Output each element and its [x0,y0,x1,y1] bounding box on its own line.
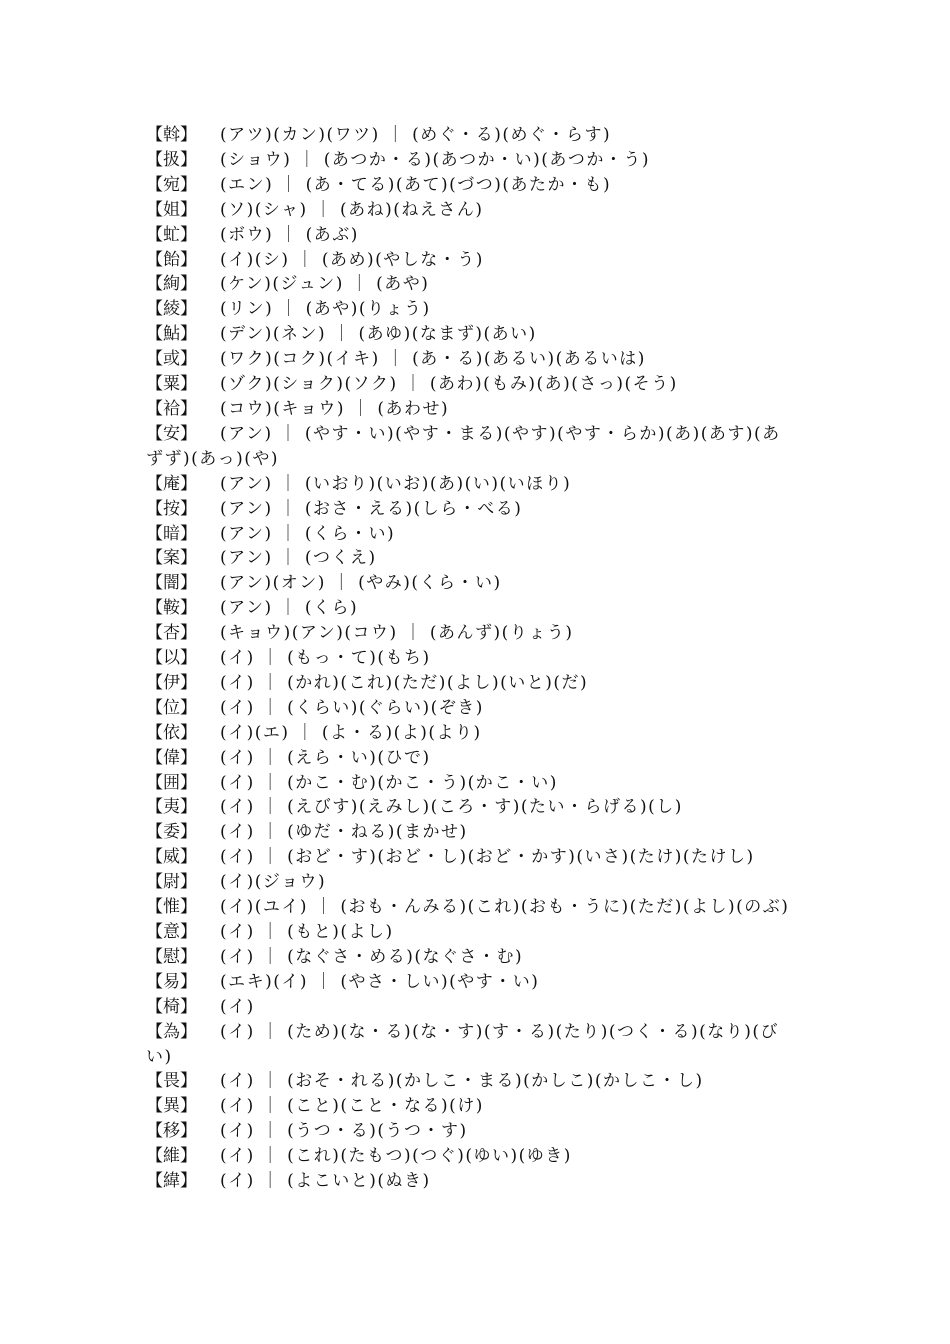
kanji-character: 【暗】 [146,523,197,544]
kanji-character: 【案】 [146,548,197,569]
kanji-character: 【或】 [146,349,197,370]
kanji-readings: (イ) ｜ (こと)(こと・なる)(け) [220,1096,484,1117]
kanji-entry [146,1094,796,1119]
kanji-readings: (アン) ｜ (いおり)(いお)(あ)(い)(いほり) [220,473,572,494]
kanji-entry [146,522,796,547]
kanji-character: 【依】 [146,722,197,743]
kanji-character: 【按】 [146,498,197,519]
kanji-character: 【飴】 [146,249,197,270]
kanji-entry [146,671,796,696]
kanji-character: 【宛】 [146,174,197,195]
kanji-readings: (イ) ｜ (くらい)(ぐらい)(ぞき) [220,697,484,718]
kanji-readings: (イ)(シ) ｜ (あめ)(やしな・う) [220,249,484,270]
kanji-entry [146,148,796,173]
kanji-character: 【伊】 [146,672,197,693]
kanji-character: 【斡】 [146,125,197,145]
kanji-readings: (イ) ｜ (ゆだ・ねる)(まかせ) [220,822,468,843]
kanji-readings: (イ) ｜ (ため)(な・る)(な・す)(す・る)(たり)(つく・る)(なり)(びい) [146,1021,780,1067]
kanji-readings: (ゾク)(ショク)(ソク) ｜ (あわ)(もみ)(あ)(さっ)(そう) [220,374,678,395]
kanji-entry [146,322,796,347]
kanji-character: 【姐】 [146,199,197,220]
kanji-character: 【惟】 [146,897,197,918]
kanji-entry [146,621,796,646]
kanji-character: 【畏】 [146,1071,197,1092]
kanji-readings: (ソ)(シャ) ｜ (あね)(ねえさん) [220,199,484,220]
kanji-character: 【庵】 [146,473,197,494]
kanji-character: 【綾】 [146,299,197,320]
kanji-character: 【位】 [146,697,197,718]
kanji-entry [146,696,796,721]
kanji-entry [146,771,796,796]
kanji-reading-list [146,123,796,1194]
kanji-readings: (リン) ｜ (あや)(りょう) [220,299,431,320]
kanji-readings: (イ)(エ) ｜ (よ・る)(よ)(より) [220,722,482,743]
kanji-readings: (ボウ) ｜ (あぶ) [220,224,359,245]
kanji-character: 【委】 [146,822,197,843]
kanji-character: 【意】 [146,922,197,942]
kanji-readings: (エキ)(イ) ｜ (やさ・しい)(やす・い) [220,971,540,992]
kanji-entry [146,870,796,895]
kanji-entry [146,1069,796,1094]
kanji-readings: (イ) [220,996,255,1017]
kanji-entry [146,397,796,422]
kanji-character: 【易】 [146,971,197,992]
kanji-character: 【慰】 [146,946,197,967]
kanji-character: 【夷】 [146,797,197,818]
kanji-entry [146,173,796,198]
kanji-entry [146,123,796,148]
kanji-readings: (アン) ｜ (おさ・える)(しら・べる) [220,498,523,519]
kanji-entry [146,372,796,397]
kanji-readings: (アツ)(カン)(ワツ) ｜ (めぐ・る)(めぐ・らす) [220,125,612,145]
kanji-readings: (イ) ｜ (かこ・む)(かこ・う)(かこ・い) [220,772,558,793]
kanji-entry [146,198,796,223]
kanji-entry [146,571,796,596]
kanji-entry [146,970,796,995]
kanji-readings: (イ)(ジョウ) [220,872,327,893]
kanji-character: 【粟】 [146,374,197,395]
kanji-readings: (イ) ｜ (えびす)(えみし)(ころ・す)(たい・らげる)(し) [220,797,683,818]
kanji-entry [146,472,796,497]
kanji-entry [146,1144,796,1169]
kanji-character: 【維】 [146,1146,197,1167]
kanji-entry [146,646,796,671]
kanji-entry [146,1119,796,1144]
kanji-character: 【緯】 [146,1171,197,1192]
kanji-readings: (アン)(オン) ｜ (やみ)(くら・い) [220,573,502,594]
kanji-character: 【杏】 [146,623,197,644]
kanji-entry [146,895,796,920]
kanji-character: 【絢】 [146,274,197,295]
kanji-entry [146,223,796,248]
kanji-readings: (エン) ｜ (あ・てる)(あて)(づつ)(あたか・も) [220,174,612,195]
kanji-entry [146,995,796,1020]
kanji-character: 【扱】 [146,149,197,170]
kanji-entry [146,795,796,820]
kanji-readings: (ショウ) ｜ (あつか・る)(あつか・い)(あつか・う) [220,149,651,170]
kanji-entry [146,347,796,372]
kanji-character: 【威】 [146,847,197,868]
kanji-readings: (イ) ｜ (もと)(よし) [220,922,394,942]
kanji-entry [146,945,796,970]
kanji-entry [146,248,796,273]
kanji-entry [146,297,796,322]
kanji-character: 【闇】 [146,573,197,594]
kanji-entry [146,422,796,472]
kanji-character: 【尉】 [146,872,197,893]
kanji-entry [146,546,796,571]
kanji-character: 【椅】 [146,996,197,1017]
kanji-readings: (イ) ｜ (これ)(たもつ)(つぐ)(ゆい)(ゆき) [220,1146,572,1167]
kanji-readings: (イ) ｜ (うつ・る)(うつ・す) [220,1121,468,1142]
kanji-character: 【鮎】 [146,324,197,345]
kanji-entry [146,920,796,945]
kanji-readings: (イ) ｜ (おど・す)(おど・し)(おど・かす)(いさ)(たけ)(たけし) [220,847,755,868]
kanji-entry [146,596,796,621]
kanji-readings: (アン) ｜ (くら) [220,598,359,619]
kanji-entry [146,721,796,746]
kanji-entry [146,1020,796,1070]
kanji-entry [146,272,796,297]
kanji-readings: (アン) ｜ (くら・い) [220,523,396,544]
kanji-entry [146,845,796,870]
kanji-readings: (イ) ｜ (なぐさ・める)(なぐさ・む) [220,946,524,967]
kanji-readings: (イ) ｜ (もっ・て)(もち) [220,648,431,669]
kanji-readings: (コウ)(キョウ) ｜ (あわせ) [220,398,450,419]
kanji-character: 【囲】 [146,772,197,793]
kanji-character: 【安】 [146,423,197,444]
kanji-readings: (イ) ｜ (よこいと)(ぬき) [220,1171,431,1192]
kanji-readings: (イ) ｜ (おそ・れる)(かしこ・まる)(かしこ)(かしこ・し) [220,1071,704,1092]
kanji-readings: (アン) ｜ (つくえ) [220,548,377,569]
kanji-entry [146,497,796,522]
kanji-entry [146,820,796,845]
kanji-character: 【鞍】 [146,598,197,619]
kanji-readings: (アン) ｜ (やす・い)(やす・まる)(やす)(やす・らか)(あ)(あす)(あずず)(あっ)(や) [146,423,781,469]
kanji-character: 【袷】 [146,398,197,419]
kanji-readings: (ケン)(ジュン) ｜ (あや) [220,274,430,295]
kanji-character: 【偉】 [146,747,197,768]
kanji-character: 【異】 [146,1096,197,1117]
kanji-character: 【移】 [146,1121,197,1142]
kanji-readings: (キョウ)(アン)(コウ) ｜ (あんず)(りょう) [220,623,574,644]
kanji-character: 【以】 [146,648,197,669]
kanji-character: 【為】 [146,1021,197,1042]
kanji-entry [146,746,796,771]
kanji-readings: (デン)(ネン) ｜ (あゆ)(なまず)(あい) [220,324,537,345]
kanji-entry [146,1169,796,1194]
kanji-character: 【虻】 [146,224,197,245]
kanji-readings: (イ)(ユイ) ｜ (おも・んみる)(これ)(おも・うに)(ただ)(よし)(のぶ) [220,897,790,918]
kanji-readings: (イ) ｜ (かれ)(これ)(ただ)(よし)(いと)(だ) [220,672,589,693]
kanji-readings: (ワク)(コク)(イキ) ｜ (あ・る)(あるい)(あるいは) [220,349,646,370]
kanji-readings: (イ) ｜ (えら・い)(ひで) [220,747,431,768]
